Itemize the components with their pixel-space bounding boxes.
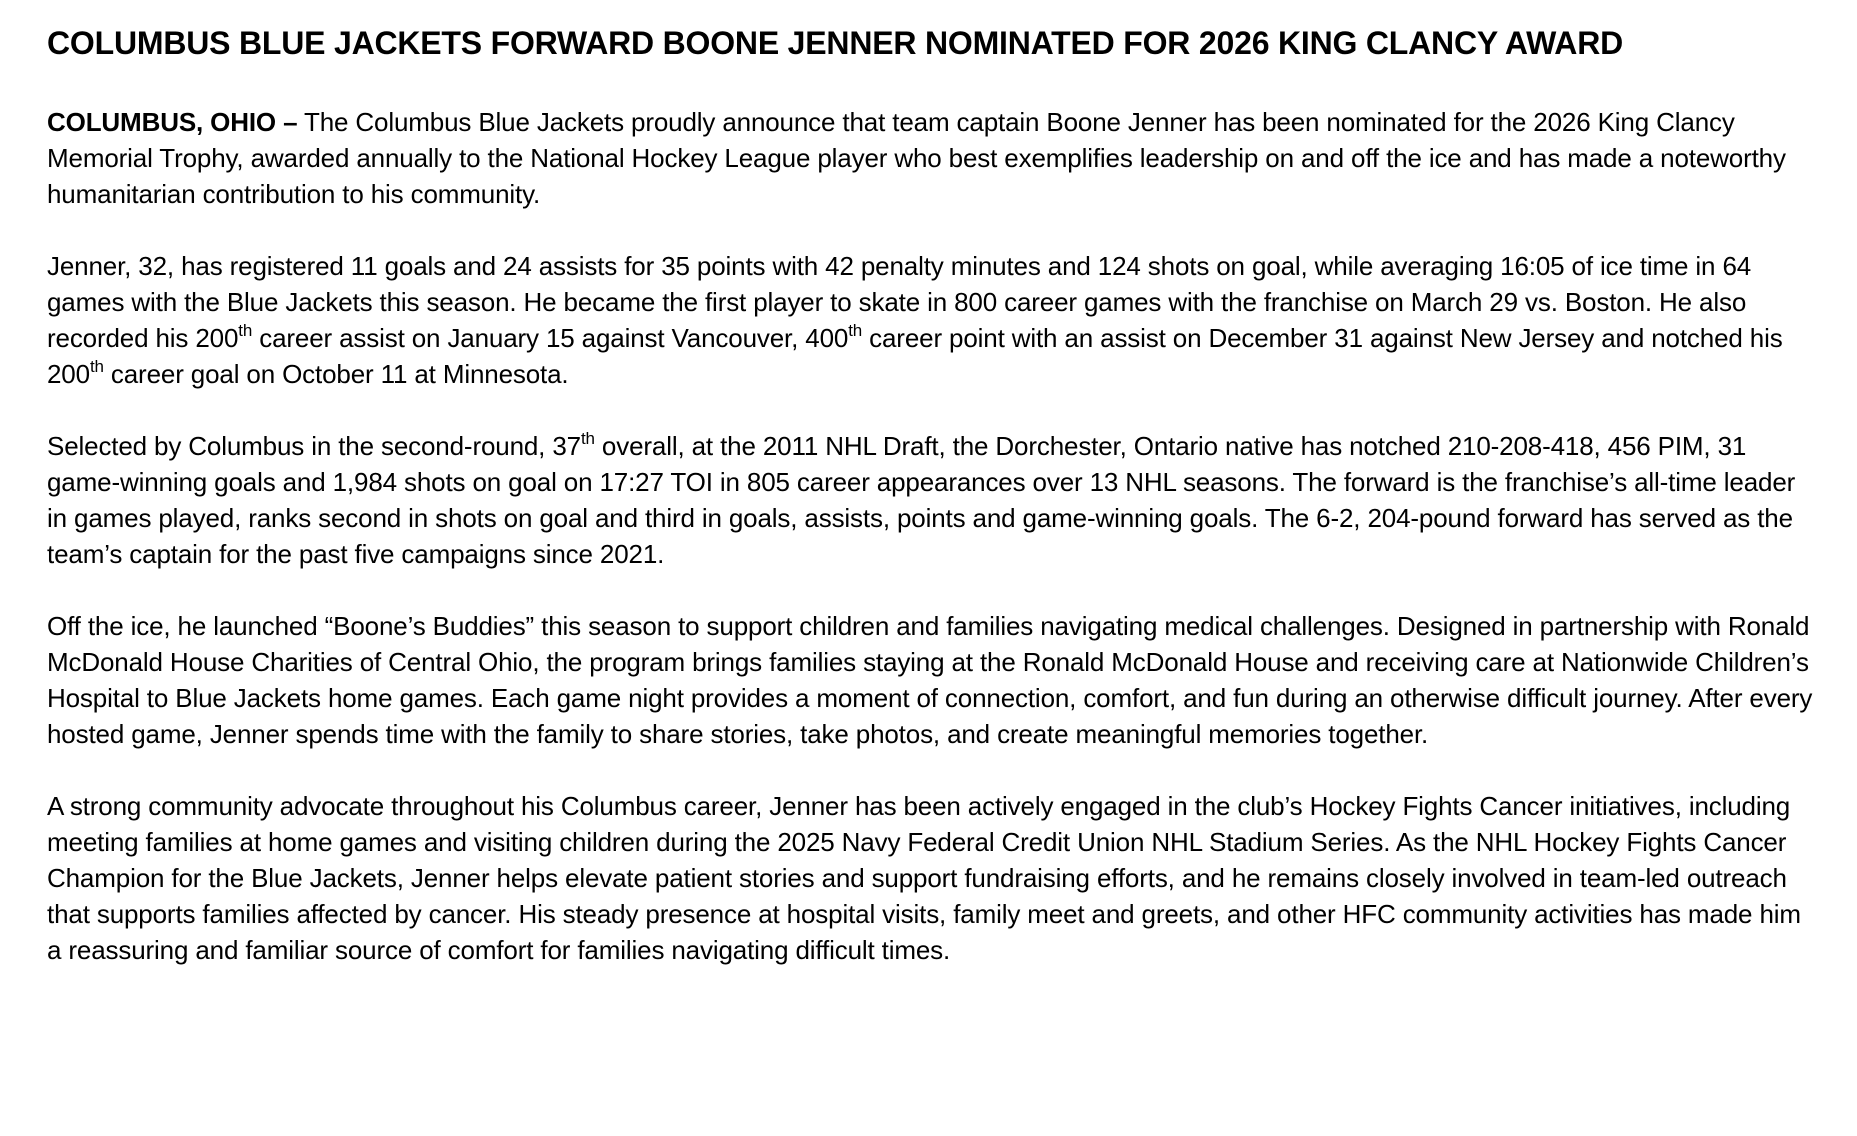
paragraph-hockey-fights-cancer: A strong community advocate throughout his Columbus career, Jenner has been actively engaged in the club’s Hockey Fights Cancer initiatives, including meeting families at home games and visiting children during the 2025 Navy Federal Credit Union NHL Stadium Series. As the NHL Hockey Fights Cancer Champion for the Blue Jackets, Jenner helps elevate patient stories and support fundraising efforts, and he remains closely involved in team-led outreach that supports families affected by cancer. His steady presence at hospital visits, family meet and greets, and other HFC community activities has made him a reassuring and familiar source of comfort for families navigating difficult times. (47, 791, 1801, 965)
paragraph-career: Selected by Columbus in the second-round, 37th overall, at the 2011 NHL Draft, the Dorchester, Ontario native has notched 210-208-418, 456 PIM, 31 game-winning goals and 1,984 shots on goal on 17:27 TOI in 805 career appearances over 13 NHL seasons. The forward is the franchise’s all-time leader in games played, ranks second in shots on goal and third in goals, assists, points and game-winning goals. The 6-2, 204-pound forward has served as the team’s captain for the past five campaigns since 2021. (47, 429, 1796, 569)
paragraph-boones-buddies: Off the ice, he launched “Boone’s Buddies” this season to support children and families navigating medical challenges. Designed in partnership with Ronald McDonald House Charities of Central Ohio, the program brings families staying at the Ronald McDonald House and receiving care at Nationwide Children’s Hospital to Blue Jackets home games. Each game night provides a moment of connection, comfort, and fun during an otherwise difficult journey. After every hosted game, Jenner spends time with the family to share stories, take photos, and create meaningful memories together. (47, 611, 1813, 749)
press-release (47, 22, 1822, 1004)
paragraph-intro: COLUMBUS, OHIO – The Columbus Blue Jackets proudly announce that team captain Boone Jenner has been nominated for the 2026 King Clancy Memorial Trophy, awarded annually to the National Hockey League player who best exemplifies leadership on and off the ice and has made a noteworthy humanitarian contribution to his community. (47, 107, 1786, 209)
headline: COLUMBUS BLUE JACKETS FORWARD BOONE JENNER NOMINATED FOR 2026 KING CLANCY AWARD (47, 25, 1624, 61)
paragraph-stats: Jenner, 32, has registered 11 goals and 24 assists for 35 points with 42 penalty minutes and 124 shots on goal, while averaging 16:05 of ice time in 64 games with the Blue Jackets this season. He became the first player to skate in 800 career games with the franchise on March 29 vs. Boston. He also recorded his 200th career assist on January 15 against Vancouver, 400th career point with an assist on December 31 against New Jersey and notched his 200th career goal on October 11 at Minnesota. (47, 251, 1783, 389)
dateline: COLUMBUS, OHIO – (47, 107, 298, 137)
